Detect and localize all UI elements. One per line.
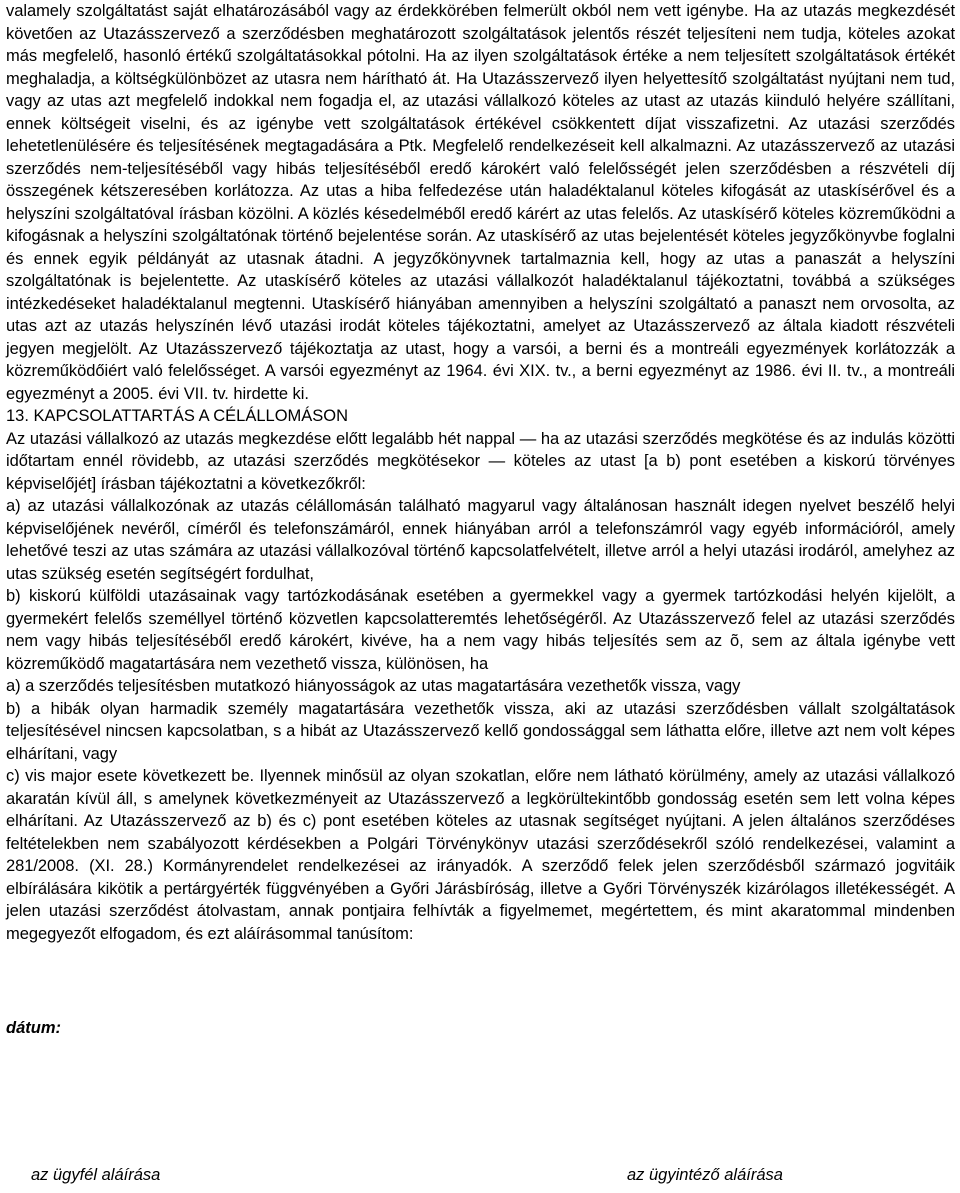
section-heading: 13. KAPCSOLATTARTÁS A CÉLÁLLOMÁSON bbox=[6, 407, 349, 425]
sublist-item-a: a) a szerződés teljesítésben mutatkozó hiányosságok az utas magatartására vezethetők vissza, vagy bbox=[6, 677, 741, 695]
date-label: dátum: bbox=[6, 1019, 61, 1037]
agent-signature-label: az ügyintéző aláírása bbox=[627, 1166, 783, 1184]
paragraph-liability: valamely szolgáltatást saját elhatározásából vagy az érdekkörében felmerült okból nem vett igénybe. Ha az utazás megkezdését követően az Utazásszervező a szerződésben meghatározott szolgáltatások jelentős részét teljesíteni nem tudja, köteles azokat más megfelelő, hasonló értékű szolgáltatásokkal pótolni. Ha az ilyen szolgáltatások értéke a nem teljesített szolgáltatások értékét meghaladja, a költségkülönbözet az utasra nem hárítható át. Ha Utazásszervező ilyen helyettesítő szolgáltatást nyújtani nem tud, vagy az utas azt megfelelő indokkal nem fogadja el, az utazási vállalkozó köteles az utast az utazás kiinduló helyére szállítani, ennek költségeit viselni, és az igénybe vett szolgáltatások értékével csökkentett díjat visszafizetni. Az utazási szerződés lehetetlenülésére és teljesítésének megtagadására a Ptk. Megfelelő rendelkezéseit kell alkalmazni. Az utazásszervező az utazási szerződés nem-teljesítéséből vagy hibás teljesítéséből eredő károkért való felelősségét jelen szerződésben a részvételi díj összegének kétszeresében korlátozza. Az utas a hiba felfedezése után haladéktalanul köteles kifogását az utaskísérővel és a helyszíni szolgáltatóval írásban közölni. A közlés késedelméből eredő kárért az utas felelős. Az utaskísérő köteles közreműködni a kifogásnak a helyszíni szolgáltatónak történő bejelentése során. Az utaskísérő az utas bejelentését köteles jegyzőkönyvbe foglalni és ennek egyik példányát az utasnak átadni. A jegyzőkönyvnek tartalmaznia kell, hogy az utas a panaszát a helyszíni szolgáltatónak is bejelentette. Az utaskísérő köteles az utazási vállalkozót haladéktalanul tájékoztatni, továbbá a szükséges intézkedéseket haladéktalanul megtenni. Utaskísérő hiányában amennyiben a helyszíni szolgáltató a panaszt nem orvosolta, az utas azt az utazás helyszínén lévő utazási irodát köteles tájékoztatni, amelyet az Utazásszervező az általa kiadott részvételi jegyen megjelölt. Az Utazásszervező tájékoztatja az utast, hogy a varsói, a berni és a montreáli egyezmények korlátozzák a közreműködőiért való felelősséget. A varsói egyezményt az 1964. évi XIX. tv., a berni egyezményt az 1986. évi II. tv., a montreáli egyezményt a 2005. évi VII. tv. hirdette ki. bbox=[6, 2, 955, 403]
list-item-a: a) az utazási vállalkozónak az utazás célállomásán található magyarul vagy általánosan használt idegen nyelvet beszélő helyi képviselőjének nevéről, címéről és telefonszámáról, ennek hiányában arról a telefonszámról vagy egyéb információról, amely lehetővé teszi az utas számára az utazási vállalkozóval történő kapcsolatfelvételt, illetve arról a helyi utazási irodáról, amelyhez az utas szükség esetén segítségért fordulhat, bbox=[6, 497, 955, 583]
sublist-item-b: b) a hibák olyan harmadik személy magatartására vezethetők vissza, aki az utazási szerződésben vállalt szolgáltatások teljesítésével nincsen kapcsolatban, s a hibát az Utazásszervező kellő gondossággal sem láthatta előre, illetve azt nem volt képes elhárítani, vagy bbox=[6, 699, 955, 763]
paragraph-contact-intro: Az utazási vállalkozó az utazás megkezdése előtt legalább hét nappal — ha az utazási szerződés megkötése és az indulás közötti időtartam ennél rövidebb, az utazási szerződés megkötésekor — köteles az utast [a b) pont esetében a kiskorú törvényes képviselőjét] írásban tájékoztatni a következőkről: bbox=[6, 429, 955, 493]
document-page bbox=[6, 0, 955, 945]
sublist-item-c: c) vis major esete következett be. Ilyennek minősül az olyan szokatlan, előre nem látható körülmény, amely az utazási vállalkozó akaratán kívül áll, s amelynek következményeit az Utazásszervező a legkörültekintőbb gondosság esetén sem lett volna képes elhárítani. Az Utazásszervező az b) és c) pont esetében köteles az utasnak segítséget nyújtani. A jelen általános szerződéses feltételekben nem szabályozott kérdésekben a Polgári Törvénykönyv utazási szerződésekről szóló rendelkezései, valamint a 281/2008. (XI. 28.) Kormányrendelet rendelkezései az irányadók. A szerződő felek jelen szerződésből származó jogvitáik elbírálására kikötik a pertárgyérték függvényében a Győri Járásbíróság, illetve a Győri Törvényszék kizárólagos illetékességét. A jelen utazási szerződést átolvastam, annak pontjaira felhívták a figyelmemet, megértettem, és mint akaratommal mindenben megegyezőt elfogadom, és ezt aláírásommal tanúsítom: bbox=[6, 767, 955, 943]
client-signature-label: az ügyfél aláírása bbox=[31, 1166, 161, 1184]
list-item-b: b) kiskorú külföldi utazásainak vagy tartózkodásának esetében a gyermekkel vagy a gyermek tartózkodási helyén kijelölt, a gyermekért felelős személlyel történő közvetlen kapcsolatteremtés lehetőségéről. Az Utazásszervező felel az utazási szerződés nem vagy hibás teljesítéséből eredő károkért, kivéve, ha a nem vagy hibás teljesítés sem az õ, sem az általa igénybe vett közreműködő magatartására nem vezethető vissza, különösen, ha bbox=[6, 587, 955, 673]
